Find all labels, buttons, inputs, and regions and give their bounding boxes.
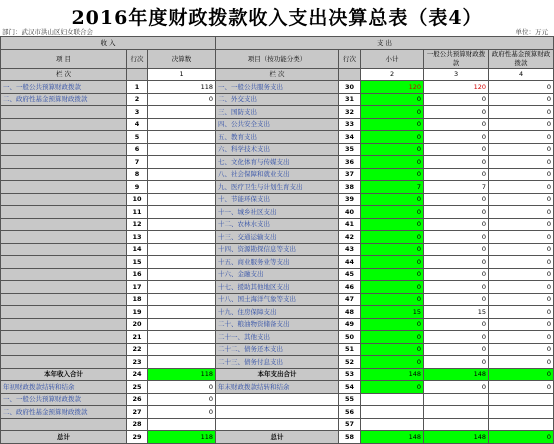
column-number-4: 4 — [489, 68, 554, 81]
income-row-number: 18 — [127, 293, 148, 306]
income-amount — [148, 156, 216, 169]
column-number-3: 3 — [424, 68, 489, 81]
general-budget-amount: 0 — [424, 331, 489, 344]
income-item — [1, 418, 127, 431]
subtotal-amount: 0 — [361, 156, 424, 169]
table-row — [1, 106, 554, 119]
fund-budget-amount — [489, 406, 554, 419]
general-budget-amount: 0 — [424, 168, 489, 181]
expenditure-item: 十五、商业服务业等支出 — [216, 256, 339, 269]
expenditure-item — [216, 418, 339, 431]
income-amount — [148, 231, 216, 244]
table-row — [1, 293, 554, 306]
exp-item-header: 项目（按功能分类） — [216, 49, 339, 68]
income-item: 年初财政拨款结转和结余 — [1, 381, 127, 394]
fund-budget-amount: 0 — [489, 318, 554, 331]
subtotal-amount — [361, 418, 424, 431]
income-row-number: 21 — [127, 331, 148, 344]
fund-budget-amount: 0 — [489, 193, 554, 206]
expenditure-item: 本年支出合计 — [216, 368, 339, 381]
income-row-number: 5 — [127, 131, 148, 144]
income-row-number: 29 — [127, 431, 148, 444]
expenditure-item: 五、教育支出 — [216, 131, 339, 144]
expenditure-item: 十四、资源勘探信息等支出 — [216, 243, 339, 256]
column-label-2: 栏 次 — [216, 68, 339, 81]
expenditure-row-number: 53 — [339, 368, 361, 381]
income-amount: 0 — [148, 381, 216, 394]
expenditure-item: 十二、农林水支出 — [216, 218, 339, 231]
income-item — [1, 143, 127, 156]
income-row-number: 16 — [127, 268, 148, 281]
general-budget-amount: 0 — [424, 218, 489, 231]
subtotal-amount: 0 — [361, 331, 424, 344]
fund-budget-amount: 0 — [489, 156, 554, 169]
income-item — [1, 306, 127, 319]
expenditure-item: 十九、住房保障支出 — [216, 306, 339, 319]
general-budget-amount: 120 — [424, 81, 489, 94]
income-amount — [148, 181, 216, 194]
fund-budget-header: 政府性基金预算财政拨款 — [489, 49, 554, 68]
subtotal-amount: 0 — [361, 381, 424, 394]
income-amount: 118 — [148, 368, 216, 381]
expenditure-row-number: 36 — [339, 156, 361, 169]
income-row-number: 22 — [127, 343, 148, 356]
income-item: 一、一般公共预算财政拨款 — [1, 393, 127, 406]
table-row — [1, 131, 554, 144]
general-budget-amount: 0 — [424, 318, 489, 331]
general-budget-amount — [424, 393, 489, 406]
general-budget-amount: 0 — [424, 243, 489, 256]
table-row — [1, 256, 554, 269]
subtotal-amount: 0 — [361, 118, 424, 131]
table-row — [1, 118, 554, 131]
expenditure-row-number: 45 — [339, 268, 361, 281]
expenditure-row-number: 49 — [339, 318, 361, 331]
income-item — [1, 331, 127, 344]
income-amount — [148, 281, 216, 294]
fund-budget-amount: 0 — [489, 93, 554, 106]
subtotal-amount — [361, 393, 424, 406]
expenditure-item: 三、国防支出 — [216, 106, 339, 119]
general-budget-amount: 148 — [424, 368, 489, 381]
subtotal-amount: 0 — [361, 256, 424, 269]
expenditure-item: 八、社会保障和就业支出 — [216, 168, 339, 181]
income-row-number: 15 — [127, 256, 148, 269]
income-header: 收 入 — [1, 37, 216, 50]
general-budget-amount: 7 — [424, 181, 489, 194]
subtotal-amount: 120 — [361, 81, 424, 94]
income-row-number: 23 — [127, 356, 148, 369]
fund-budget-amount — [489, 393, 554, 406]
expenditure-item: 一、一般公共服务支出 — [216, 81, 339, 94]
subtotal-amount: 0 — [361, 356, 424, 369]
expenditure-item: 十、节能环保支出 — [216, 193, 339, 206]
general-budget-amount: 0 — [424, 93, 489, 106]
expenditure-row-number: 40 — [339, 206, 361, 219]
subtotal-amount: 0 — [361, 243, 424, 256]
income-row-number: 11 — [127, 206, 148, 219]
income-row-number: 6 — [127, 143, 148, 156]
income-row-number: 13 — [127, 231, 148, 244]
income-amount — [148, 256, 216, 269]
subtotal-amount: 148 — [361, 368, 424, 381]
expenditure-row-number: 46 — [339, 281, 361, 294]
table-row — [1, 168, 554, 181]
fund-budget-amount: 0 — [489, 231, 554, 244]
subtotal-amount: 0 — [361, 131, 424, 144]
income-item — [1, 268, 127, 281]
fund-budget-amount: 0 — [489, 431, 554, 444]
income-item: 总计 — [1, 431, 127, 444]
expenditure-row-number: 33 — [339, 118, 361, 131]
expenditure-item: 十三、交通运输支出 — [216, 231, 339, 244]
column-label: 栏 次 — [1, 68, 127, 81]
income-item — [1, 193, 127, 206]
general-budget-amount: 0 — [424, 281, 489, 294]
subtotal-amount — [361, 406, 424, 419]
income-row-number: 20 — [127, 318, 148, 331]
expenditure-row-number: 54 — [339, 381, 361, 394]
general-budget-amount: 0 — [424, 356, 489, 369]
income-item: 二、政府性基金预算财政拨款 — [1, 406, 127, 419]
income-item — [1, 168, 127, 181]
income-amount — [148, 106, 216, 119]
fund-budget-amount: 0 — [489, 106, 554, 119]
table-row — [1, 181, 554, 194]
expenditure-row-number: 50 — [339, 331, 361, 344]
general-budget-amount: 0 — [424, 193, 489, 206]
income-amount — [148, 356, 216, 369]
general-budget-amount: 148 — [424, 431, 489, 444]
income-item — [1, 106, 127, 119]
year-total-row — [1, 368, 554, 381]
table-row — [1, 343, 554, 356]
expenditure-row-number: 42 — [339, 231, 361, 244]
income-item — [1, 218, 127, 231]
income-amount — [148, 306, 216, 319]
expenditure-item: 二十、粮油物资储备支出 — [216, 318, 339, 331]
expenditure-row-number: 35 — [339, 143, 361, 156]
general-budget-amount — [424, 418, 489, 431]
general-budget-header: 一般公共预算财政拨款 — [424, 49, 489, 68]
general-budget-amount: 0 — [424, 231, 489, 244]
income-row-number: 27 — [127, 406, 148, 419]
expenditure-item: 九、医疗卫生与计划生育支出 — [216, 181, 339, 194]
income-amount — [148, 143, 216, 156]
subtotal-amount: 0 — [361, 343, 424, 356]
expenditure-row-number: 39 — [339, 193, 361, 206]
table-row — [1, 318, 554, 331]
subtotal-header: 小计 — [361, 49, 424, 68]
table-row — [1, 231, 554, 244]
department-label: 部门：武汉市洪山区妇女联合会 — [2, 28, 93, 36]
income-item — [1, 131, 127, 144]
income-amount: 118 — [148, 431, 216, 444]
expenditure-item: 二十一、其他支出 — [216, 331, 339, 344]
income-item — [1, 293, 127, 306]
fund-budget-amount — [489, 418, 554, 431]
income-amount: 0 — [148, 393, 216, 406]
fund-budget-amount: 0 — [489, 168, 554, 181]
expenditure-item: 七、文化体育与传媒支出 — [216, 156, 339, 169]
subtotal-amount: 15 — [361, 306, 424, 319]
subtotal-amount: 0 — [361, 318, 424, 331]
table-row — [1, 243, 554, 256]
income-item — [1, 356, 127, 369]
income-row-number: 25 — [127, 381, 148, 394]
grand-total-row — [1, 431, 554, 444]
table-row — [1, 356, 554, 369]
expenditure-row-number: 52 — [339, 356, 361, 369]
income-row-number: 2 — [127, 93, 148, 106]
expenditure-row-number: 31 — [339, 93, 361, 106]
general-budget-amount: 0 — [424, 131, 489, 144]
subtotal-amount: 0 — [361, 93, 424, 106]
income-row-number: 1 — [127, 81, 148, 94]
general-budget-amount: 0 — [424, 118, 489, 131]
item-header: 项 目 — [1, 49, 127, 68]
fund-budget-amount: 0 — [489, 293, 554, 306]
fund-budget-amount: 0 — [489, 181, 554, 194]
income-row-number: 12 — [127, 218, 148, 231]
row-no-header: 行次 — [127, 49, 148, 68]
table-row — [1, 306, 554, 319]
expenditure-row-number: 44 — [339, 256, 361, 269]
income-amount — [148, 293, 216, 306]
expenditure-item: 二十二、债务还本支出 — [216, 343, 339, 356]
income-amount — [148, 343, 216, 356]
fund-budget-amount: 0 — [489, 306, 554, 319]
income-amount — [148, 118, 216, 131]
expenditure-row-number: 57 — [339, 418, 361, 431]
general-budget-amount: 0 — [424, 293, 489, 306]
fund-budget-amount: 0 — [489, 343, 554, 356]
income-item — [1, 256, 127, 269]
table-row — [1, 93, 554, 106]
subtotal-amount: 0 — [361, 218, 424, 231]
expenditure-row-number: 37 — [339, 168, 361, 181]
income-row-number: 7 — [127, 156, 148, 169]
income-row-number: 8 — [127, 168, 148, 181]
general-budget-amount: 15 — [424, 306, 489, 319]
income-amount — [148, 268, 216, 281]
carryover-detail-row — [1, 406, 554, 419]
exp-row-no-header: 行次 — [339, 49, 361, 68]
column-number-1: 1 — [148, 68, 216, 81]
table-row — [1, 218, 554, 231]
subtotal-amount: 148 — [361, 431, 424, 444]
table-row — [1, 281, 554, 294]
table-row — [1, 206, 554, 219]
income-item — [1, 206, 127, 219]
income-amount — [148, 418, 216, 431]
general-budget-amount: 0 — [424, 268, 489, 281]
expenditure-item — [216, 406, 339, 419]
subtotal-amount: 0 — [361, 168, 424, 181]
income-item: 一、一般公共预算财政拨款 — [1, 81, 127, 94]
fund-budget-amount: 0 — [489, 218, 554, 231]
expenditure-row-number: 48 — [339, 306, 361, 319]
unit-label: 单位：万元 — [515, 28, 548, 36]
carryover-detail-row — [1, 393, 554, 406]
expenditure-item: 总计 — [216, 431, 339, 444]
subtotal-amount: 0 — [361, 206, 424, 219]
general-budget-amount: 0 — [424, 206, 489, 219]
income-item — [1, 118, 127, 131]
income-amount — [148, 206, 216, 219]
income-row-number: 10 — [127, 193, 148, 206]
fund-budget-amount: 0 — [489, 131, 554, 144]
expenditure-item: 二十三、债务付息支出 — [216, 356, 339, 369]
income-amount — [148, 193, 216, 206]
expenditure-row-number: 41 — [339, 218, 361, 231]
expenditure-item: 十七、援助其他地区支出 — [216, 281, 339, 294]
general-budget-amount: 0 — [424, 106, 489, 119]
subtotal-amount: 0 — [361, 281, 424, 294]
table-row — [1, 193, 554, 206]
expenditure-item: 四、公共安全支出 — [216, 118, 339, 131]
subtotal-amount: 0 — [361, 193, 424, 206]
income-item — [1, 156, 127, 169]
subtotal-amount: 0 — [361, 143, 424, 156]
subtotal-amount: 0 — [361, 106, 424, 119]
expenditure-item: 十一、城乡社区支出 — [216, 206, 339, 219]
expenditure-row-number: 51 — [339, 343, 361, 356]
table-row — [1, 81, 554, 94]
income-row-number: 4 — [127, 118, 148, 131]
income-item — [1, 231, 127, 244]
final-accounts-table — [0, 36, 554, 444]
expenditure-row-number: 58 — [339, 431, 361, 444]
general-budget-amount: 0 — [424, 143, 489, 156]
expenditure-row-number: 56 — [339, 406, 361, 419]
subtotal-amount: 0 — [361, 293, 424, 306]
expenditure-item: 年末财政拨款结转和结余 — [216, 381, 339, 394]
general-budget-amount: 0 — [424, 256, 489, 269]
income-row-number: 19 — [127, 306, 148, 319]
expenditure-item — [216, 393, 339, 406]
general-budget-amount: 0 — [424, 156, 489, 169]
expenditure-row-number: 32 — [339, 106, 361, 119]
column-number-2: 2 — [361, 68, 424, 81]
income-amount: 0 — [148, 406, 216, 419]
expenditure-header: 支 出 — [216, 37, 554, 50]
carryover-row — [1, 381, 554, 394]
income-amount: 118 — [148, 81, 216, 94]
fund-budget-amount: 0 — [489, 256, 554, 269]
fund-budget-amount: 0 — [489, 143, 554, 156]
income-row-number: 9 — [127, 181, 148, 194]
income-amount — [148, 331, 216, 344]
expenditure-row-number: 43 — [339, 243, 361, 256]
table-row — [1, 143, 554, 156]
income-row-number: 3 — [127, 106, 148, 119]
fund-budget-amount: 0 — [489, 206, 554, 219]
income-item — [1, 181, 127, 194]
general-budget-amount: 0 — [424, 381, 489, 394]
subtotal-amount: 7 — [361, 181, 424, 194]
income-item — [1, 343, 127, 356]
income-item — [1, 243, 127, 256]
fund-budget-amount: 0 — [489, 243, 554, 256]
fund-budget-amount: 0 — [489, 281, 554, 294]
fund-budget-amount: 0 — [489, 268, 554, 281]
income-amount — [148, 131, 216, 144]
income-item: 二、政府性基金预算财政拨款 — [1, 93, 127, 106]
expenditure-row-number: 38 — [339, 181, 361, 194]
income-row-number: 17 — [127, 281, 148, 294]
expenditure-item: 六、科学技术支出 — [216, 143, 339, 156]
report-title: 2016年度财政拨款收入支出决算总表（表4） — [71, 7, 483, 29]
table-row — [1, 156, 554, 169]
fund-budget-amount: 0 — [489, 118, 554, 131]
income-item: 本年收入合计 — [1, 368, 127, 381]
income-amount — [148, 243, 216, 256]
carryover-detail-row — [1, 418, 554, 431]
subtotal-amount: 0 — [361, 268, 424, 281]
table-row — [1, 268, 554, 281]
income-amount — [148, 218, 216, 231]
fund-budget-amount: 0 — [489, 368, 554, 381]
income-amount — [148, 318, 216, 331]
general-budget-amount — [424, 406, 489, 419]
final-amount-header: 决算数 — [148, 49, 216, 68]
income-item — [1, 318, 127, 331]
income-item — [1, 281, 127, 294]
expenditure-item: 十六、金融支出 — [216, 268, 339, 281]
income-amount: 0 — [148, 93, 216, 106]
table-row — [1, 331, 554, 344]
expenditure-row-number: 55 — [339, 393, 361, 406]
income-row-number: 26 — [127, 393, 148, 406]
fund-budget-amount: 0 — [489, 356, 554, 369]
expenditure-item: 二、外交支出 — [216, 93, 339, 106]
expenditure-row-number: 47 — [339, 293, 361, 306]
fund-budget-amount: 0 — [489, 81, 554, 94]
fund-budget-amount: 0 — [489, 331, 554, 344]
income-row-number: 28 — [127, 418, 148, 431]
income-amount — [148, 168, 216, 181]
expenditure-row-number: 30 — [339, 81, 361, 94]
subtotal-amount: 0 — [361, 231, 424, 244]
income-row-number: 14 — [127, 243, 148, 256]
expenditure-item: 十八、国土海洋气象等支出 — [216, 293, 339, 306]
expenditure-row-number: 34 — [339, 131, 361, 144]
fund-budget-amount: 0 — [489, 381, 554, 394]
general-budget-amount: 0 — [424, 343, 489, 356]
income-row-number: 24 — [127, 368, 148, 381]
